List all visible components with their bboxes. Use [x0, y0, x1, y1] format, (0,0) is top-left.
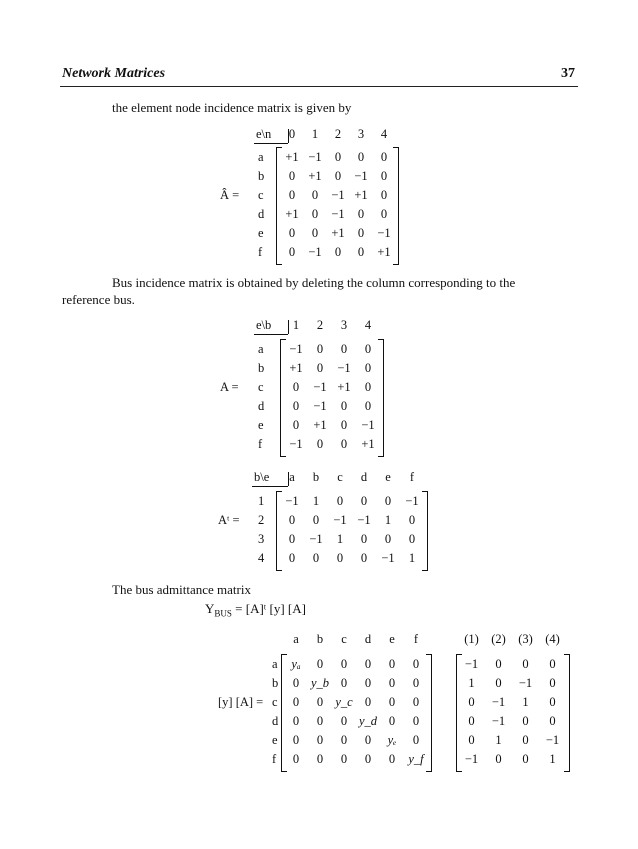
matrix-cell: −1	[308, 150, 322, 164]
matrix-cell: 0	[357, 150, 365, 164]
y-matrix-cell: 0	[316, 657, 324, 671]
row-label: 2	[258, 513, 265, 527]
column-header: c	[337, 470, 343, 484]
matrix-cell: −1	[308, 245, 322, 259]
row-label: 4	[258, 551, 265, 565]
matrix-cell: 0	[316, 342, 324, 356]
a-matrix-cell: 0	[495, 657, 502, 671]
matrix-cell: −1	[357, 513, 371, 527]
matrix-cell: 0	[288, 169, 296, 183]
column-header: 4	[380, 127, 388, 141]
matrix-cell: 0	[380, 150, 388, 164]
matrix-cell: −1	[405, 494, 419, 508]
a-matrix-cell: 0	[468, 733, 475, 747]
y-matrix-cell: yₑ	[387, 733, 397, 747]
matrix-cell: 0	[364, 399, 372, 413]
matrix-cell: 0	[360, 551, 368, 565]
header-rule	[60, 86, 578, 87]
matrix-cell: 0	[360, 494, 368, 508]
a-matrix-cell: 0	[549, 657, 556, 671]
matrix-cell: 0	[364, 342, 372, 356]
a-matrix-cell: −1	[464, 657, 479, 671]
a-matrix-cell: −1	[491, 714, 506, 728]
matrix-cell: 0	[336, 551, 344, 565]
y-matrix-cell: 0	[412, 714, 420, 728]
matrix-corner: b\e	[254, 470, 270, 484]
left-bracket	[280, 339, 286, 457]
y-row-label: e	[272, 733, 278, 747]
matrix-cell: 0	[357, 226, 365, 240]
matrix-cell: 0	[334, 169, 342, 183]
matrix-cell: 0	[380, 207, 388, 221]
row-label: f	[258, 245, 263, 259]
a-matrix-cell: 1	[522, 695, 529, 709]
matrix-cell: 0	[334, 150, 342, 164]
column-header: b	[312, 470, 320, 484]
a-matrix-cell: 0	[495, 676, 502, 690]
y-matrix-cell: y_f	[408, 752, 424, 766]
a-column-header: (4)	[545, 632, 560, 646]
matrix-cell: −1	[333, 513, 347, 527]
row-label: a	[258, 150, 264, 164]
matrix-label: Â =	[220, 188, 240, 202]
column-header: 1	[311, 127, 319, 141]
matrix-cell: −1	[337, 361, 351, 375]
matrix-cell: 0	[288, 532, 296, 546]
column-header: 1	[292, 318, 300, 332]
bus-text-line2: reference bus.	[62, 292, 135, 307]
y-row-label: d	[272, 714, 279, 728]
bus-text-line1: Bus incidence matrix is obtained by deleting the column corresponding to the	[112, 275, 516, 290]
matrix-cell: 0	[340, 399, 348, 413]
y-matrix-cell: 0	[364, 695, 372, 709]
y-matrix-cell: 0	[292, 714, 300, 728]
y-right-bracket	[426, 654, 432, 772]
matrix-cell: −1	[361, 418, 375, 432]
left-bracket	[276, 147, 282, 265]
matrix-cell: 0	[384, 532, 392, 546]
left-bracket	[276, 491, 282, 571]
row-label: d	[258, 207, 265, 221]
row-label: a	[258, 342, 264, 356]
column-header: 4	[364, 318, 372, 332]
a-right-bracket	[564, 654, 570, 772]
matrix-cell: 0	[288, 513, 296, 527]
matrix-corner: e\b	[256, 318, 272, 332]
matrix-cell: 0	[357, 207, 365, 221]
right-bracket	[422, 491, 428, 571]
ybus-equation	[205, 601, 306, 619]
matrix-cell: 0	[357, 245, 365, 259]
matrix-cell: 0	[316, 437, 324, 451]
matrix-cell: 0	[288, 188, 296, 202]
matrix-cell: 0	[316, 361, 324, 375]
running-header-title: Network Matrices	[62, 66, 166, 81]
y-column-header: d	[364, 632, 372, 646]
matrix-cell: +1	[354, 188, 368, 202]
a-matrix-cell: 0	[468, 714, 475, 728]
row-label: e	[258, 226, 264, 240]
page-number: 37	[561, 66, 575, 81]
matrix-cell: −1	[354, 169, 368, 183]
y-matrix-cell: 0	[340, 714, 348, 728]
row-label: c	[258, 188, 264, 202]
y-column-header: a	[293, 632, 299, 646]
matrix-cell: 0	[380, 169, 388, 183]
matrix-cell: 0	[311, 207, 319, 221]
ybus-rhs: = [A]ᵗ [y] [A]	[235, 601, 306, 616]
y-matrix-cell: 0	[316, 752, 324, 766]
column-header: 0	[288, 127, 296, 141]
y-matrix-cell: 0	[388, 714, 396, 728]
a-matrix-cell: −1	[518, 676, 533, 690]
a-column-header: (1)	[464, 632, 479, 646]
y-column-header: c	[341, 632, 347, 646]
y-matrix-cell: 0	[292, 733, 300, 747]
a-matrix-cell: 0	[549, 695, 556, 709]
matrix-cell: 0	[312, 513, 320, 527]
matrix-cell: 0	[364, 361, 372, 375]
y-matrix-cell: 0	[364, 657, 372, 671]
column-header: d	[360, 470, 368, 484]
y-matrix-cell: 0	[412, 676, 420, 690]
matrix-cell: 0	[311, 188, 319, 202]
row-label: e	[258, 418, 264, 432]
y-matrix-cell: 0	[340, 657, 348, 671]
a-column-header: (2)	[491, 632, 506, 646]
row-label: 1	[258, 494, 265, 508]
a-matrix-cell: 1	[468, 676, 475, 690]
y-row-label: a	[272, 657, 278, 671]
row-label: c	[258, 380, 264, 394]
corner-underline	[254, 334, 288, 335]
y-left-bracket	[281, 654, 287, 772]
matrix-cell: 0	[292, 399, 300, 413]
a-matrix-cell: −1	[491, 695, 506, 709]
column-header: f	[409, 470, 415, 484]
column-header: 2	[334, 127, 342, 141]
matrix-cell: −1	[285, 494, 299, 508]
y-matrix-cell: 0	[292, 695, 300, 709]
column-header: e	[385, 470, 391, 484]
y-matrix-cell: 0	[412, 733, 420, 747]
matrix-label: A =	[220, 380, 239, 394]
y-matrix-cell: 0	[364, 733, 372, 747]
matrix-cell: +1	[313, 418, 327, 432]
matrix-cell: 0	[312, 551, 320, 565]
y-matrix-cell: 0	[292, 752, 300, 766]
y-matrix-cell: 0	[316, 714, 324, 728]
y-matrix-cell: 0	[388, 695, 396, 709]
matrix-cell: 0	[380, 188, 388, 202]
matrix-cell: 1	[312, 494, 320, 508]
matrix-cell: +1	[337, 380, 351, 394]
y-matrix-cell: y_c	[335, 695, 353, 709]
matrix-cell: −1	[309, 532, 323, 546]
a-matrix-cell: 0	[522, 714, 529, 728]
y-row-label: b	[272, 676, 279, 690]
y-matrix-cell: 0	[316, 733, 324, 747]
y-row-label: f	[272, 752, 277, 766]
matrix-cell: +1	[308, 169, 322, 183]
a-column-header: (3)	[518, 632, 533, 646]
intro-text: the element node incidence matrix is given by	[112, 100, 352, 115]
corner-underline	[254, 143, 288, 144]
y-matrix-cell: 0	[292, 676, 300, 690]
matrix-cell: +1	[285, 150, 299, 164]
right-bracket	[393, 147, 399, 265]
matrix-cell: 1	[336, 532, 344, 546]
matrix-cell: 0	[340, 342, 348, 356]
matrix-cell: +1	[361, 437, 375, 451]
matrix-cell: +1	[377, 245, 391, 259]
a-matrix-cell: 0	[522, 657, 529, 671]
y-matrix-cell: 0	[388, 676, 396, 690]
column-header: 3	[340, 318, 348, 332]
y-matrix-cell: 0	[340, 752, 348, 766]
matrix-cell: −1	[289, 437, 303, 451]
matrix-cell: +1	[289, 361, 303, 375]
matrix-cell: −1	[289, 342, 303, 356]
y-matrix-cell: y_d	[358, 714, 378, 728]
matrix-cell: +1	[331, 226, 345, 240]
right-bracket	[378, 339, 384, 457]
y-row-label: c	[272, 695, 278, 709]
matrix-cell: 0	[384, 494, 392, 508]
ybus-symbol: Y	[205, 601, 215, 616]
matrix-cell: 0	[311, 226, 319, 240]
admittance-text: The bus admittance matrix	[112, 582, 251, 597]
y-matrix-cell: 0	[412, 657, 420, 671]
row-label: b	[258, 361, 265, 375]
matrix-cell: 0	[340, 437, 348, 451]
y-matrix-cell: 0	[364, 752, 372, 766]
matrix-cell: −1	[377, 226, 391, 240]
y-column-header: e	[389, 632, 395, 646]
a-matrix-cell: 0	[522, 733, 529, 747]
matrix-cell: 0	[340, 418, 348, 432]
y-matrix-cell: 0	[412, 695, 420, 709]
matrix-cell: 0	[408, 532, 416, 546]
matrix-cell: 0	[364, 380, 372, 394]
matrix-cell: 0	[334, 245, 342, 259]
matrix-cell: 0	[288, 245, 296, 259]
ybus-subscript: BUS	[214, 608, 232, 619]
a-matrix-cell: −1	[545, 733, 560, 747]
matrix-cell: −1	[331, 188, 345, 202]
row-label: b	[258, 169, 265, 183]
row-label: f	[258, 437, 263, 451]
matrix-cell: 0	[360, 532, 368, 546]
matrix-cell: 0	[336, 494, 344, 508]
matrix-corner: e\n	[256, 127, 272, 141]
a-matrix-cell: 0	[468, 695, 475, 709]
matrix-cell: 0	[408, 513, 416, 527]
matrix-cell: 1	[408, 551, 416, 565]
a-matrix-cell: 0	[549, 714, 556, 728]
matrix-cell: 0	[288, 551, 296, 565]
y-column-header: b	[316, 632, 324, 646]
matrix-cell: −1	[313, 399, 327, 413]
a-matrix-cell: 0	[549, 676, 556, 690]
column-header: 2	[316, 318, 324, 332]
matrix-cell: 1	[384, 513, 392, 527]
matrix-cell: +1	[285, 207, 299, 221]
y-matrix-cell: 0	[364, 676, 372, 690]
a-matrix-cell: 1	[495, 733, 502, 747]
column-header: a	[289, 470, 295, 484]
y-matrix-cell: 0	[340, 676, 348, 690]
y-matrix-cell: 0	[388, 752, 396, 766]
a-matrix-cell: 1	[549, 752, 556, 766]
matrix-cell: −1	[313, 380, 327, 394]
a-matrix-cell: 0	[495, 752, 502, 766]
y-matrix-cell: yₐ	[291, 657, 301, 671]
row-label: 3	[258, 532, 265, 546]
column-header: 3	[357, 127, 365, 141]
matrix-cell: −1	[331, 207, 345, 221]
row-label: d	[258, 399, 265, 413]
matrix-label: Aᵗ =	[218, 513, 240, 527]
matrix-cell: −1	[381, 551, 395, 565]
a-left-bracket	[456, 654, 462, 772]
y-matrix-cell: 0	[340, 733, 348, 747]
a-matrix-cell: −1	[464, 752, 479, 766]
y-column-header: f	[413, 632, 419, 646]
matrix-cell: 0	[292, 418, 300, 432]
matrix-cell: 0	[292, 380, 300, 394]
corner-underline	[252, 486, 288, 487]
y-matrix-cell: y_b	[310, 676, 330, 690]
matrix-cell: 0	[288, 226, 296, 240]
y-matrix-cell: 0	[316, 695, 324, 709]
a-matrix-cell: 0	[522, 752, 529, 766]
product-label: [y] [A] =	[218, 695, 264, 709]
y-matrix-cell: 0	[388, 657, 396, 671]
